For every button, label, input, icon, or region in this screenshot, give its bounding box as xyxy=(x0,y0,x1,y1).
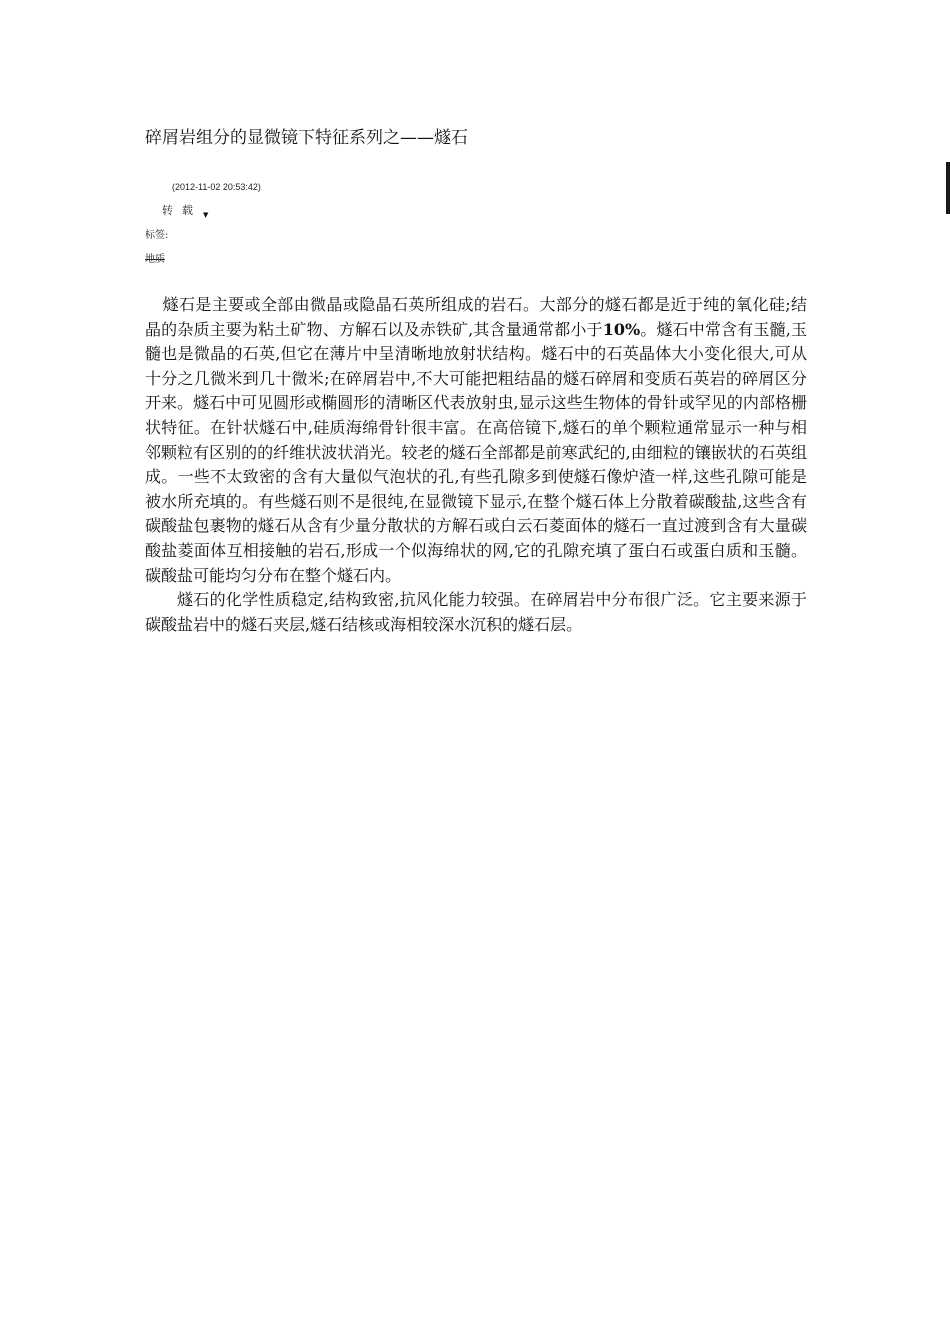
percentage-value: 10% xyxy=(602,319,641,339)
article-title: 碎屑岩组分的显微镜下特征系列之——燧石 xyxy=(145,128,468,148)
article-paragraph: 燧石的化学性质稳定,结构致密,抗风化能力较强。在碎屑岩中分布很广泛。它主要来源于碳酸盐岩中的燧石夹层,燧石结核或海相较深水沉积的燧石层。 xyxy=(145,590,807,634)
dropdown-arrow-icon[interactable]: ▼ xyxy=(203,211,209,219)
paragraph-text: 燧石是主要或全部由微晶或隐晶石英所组成的岩石。大部分的燧石都是近于纯的氧化硅;结晶的杂质主要为粘土矿物、方解石以及赤铁矿,其含量通常都小于 xyxy=(145,295,807,339)
page-edge-marker xyxy=(946,162,950,214)
article-paragraph xyxy=(145,293,807,588)
tag-link-geology[interactable]: 地质 xyxy=(145,254,165,265)
tags-label: 标签: xyxy=(145,230,169,241)
post-timestamp: (2012-11-02 20:53:42) xyxy=(172,182,261,192)
paragraph-text: 。燧石中常含有玉髓,玉髓也是微晶的石英,但它在薄片中呈清晰地放射状结构。燧石中的石英晶体大小变化很大,可从十分之几微米到几十微米;在碎屑岩中,不大可能把粗结晶的燧石碎屑和变质石英岩的碎屑区分开来。燧石中可见圆形或椭圆形的清晰区代表放射虫,显示这些生物体的骨针或罕见的内部格栅状特征。在针状燧石中,硅质海绵骨针很丰富。在高倍镜下,燧石的单个颗粒通常显示一种与相邻颗粒有区别的的纤维状波状消光。较老的燧石全部都是前寒武纪的,由细粒的镶嵌状的石英组成。一些不太致密的含有大量似气泡状的孔,有些孔隙多到使燧石像炉渣一样,这些孔隙可能是被水所充填的。有些燧石则不是很纯,在显微镜下显示,在整个燧石体上分散着碳酸盐,这些含有碳酸盐包裹物的燧石从含有少量分散状的方解石或白云石菱面体的燧石一直过渡到含有大量碳酸盐菱面体互相接触的岩石,形成一个似海绵状的网,它的孔隙充填了蛋白石或蛋白质和玉髓。碳酸盐可能均匀分布在整个燧石内。 xyxy=(145,319,807,585)
article-body xyxy=(145,293,807,637)
repost-link[interactable]: 转载 xyxy=(162,204,202,217)
